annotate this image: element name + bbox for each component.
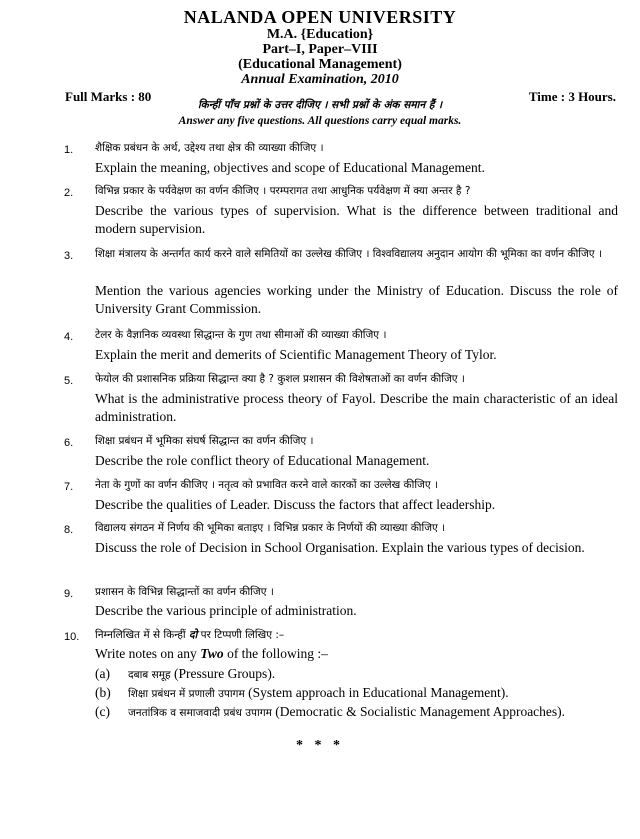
question-english: What is the administrative process theory of Fayol. Describe the main characteristic of an ideal administration. [95,391,618,424]
question-hindi: शैक्षिक प्रबंधन के अर्थ, उद्देश्य तथा क्षेत्र की व्याख्या कीजिए । [95,142,324,154]
question-english: Explain the merit and demerits of Scientific Management Theory of Tylor. [95,347,497,362]
question-hindi: फेयोल की प्रशासनिक प्रक्रिया सिद्धान्त क्या है ? कुशल प्रशासन की विशेषताओं का वर्णन कीजिए । [95,373,465,385]
subitem-a-hindi: दबाब समूह [128,669,171,681]
instruction-english: Answer any five questions. All questions carry equal marks. [178,115,462,127]
question-number: 8. [64,524,74,536]
question-number: 4. [64,331,74,343]
subitem-c [128,703,618,722]
end-stars: * * * [296,738,344,753]
university-name: NALANDA OPEN UNIVERSITY [183,7,457,27]
q10-english-bold: Two [200,646,224,661]
q10-english-post: of the following :– [223,646,328,661]
question-english: Describe the role conflict theory of Educational Management. [95,453,430,468]
question-number: 2. [64,187,74,199]
q10-hindi-bold: दो [189,629,198,641]
subitem-c-english: (Democratic & Socialistic Management Approaches). [271,704,566,719]
question-number: 6. [64,437,74,449]
course-name: M.A. {Education} [266,27,374,42]
question-number: 5. [64,375,74,387]
paper-subject: (Educational Management) [238,57,402,72]
question-hindi: टेलर के वैज्ञानिक व्यवस्था सिद्धान्त के गुण तथा सीमाओं की व्याख्या कीजिए । [95,329,387,341]
question-english: Describe the various principle of administration. [95,603,357,618]
question-hindi: विद्यालय संगठन में निर्णय की भूमिका बताइए । विभिन्न प्रकार के निर्णयों की व्याख्या कीजिए । [95,522,446,534]
subitem-c-hindi: जनतांत्रिक व समाजवादी प्रबंध उपागम [128,707,272,719]
question-hindi: शिक्षा प्रबंधन में भूमिका संघर्ष सिद्धान्त का वर्णन कीजिए । [95,435,314,447]
subitem-a [128,665,618,684]
question-number: 7. [64,481,74,493]
question-hindi: शिक्षा मंत्रालय के अन्तर्गत कार्य करने वाले समितियों का उल्लेख कीजिए । विश्वविद्यालय अनुदान आयोग की भूमिका का वर्णन कीजिए । [95,248,602,260]
subitem-b-hindi: शिक्षा प्रबंधन में प्रणाली उपागम [128,688,245,700]
question-number: 1. [64,144,74,156]
subitem-b [128,684,618,703]
subitem-label-a: (a) [95,666,110,681]
question-hindi [95,628,618,642]
question-number: 9. [64,588,74,600]
question-number: 3. [64,250,74,262]
q10-english-pre: Write notes on any [95,646,201,661]
question-english: Describe the various types of supervision. What is the difference between traditional and modern supervision. [95,203,618,236]
paper-part: Part–I, Paper–VIII [262,42,378,57]
question-english: Discuss the role of Decision in School Organisation. Explain the various types of decision. [95,540,585,555]
question-hindi: प्रशासन के विभिन्न सिद्धान्तों का वर्णन कीजिए । [95,586,274,598]
question-hindi: नेता के गुणों का वर्णन कीजिए । नतृत्व को प्रभावित करने वाले कारकों का उल्लेख कीजिए । [95,479,438,491]
question-number: 10. [64,631,80,643]
subitem-b-english: (System approach in Educational Management). [244,685,509,700]
q10-hindi-pre: निम्नलिखित में से किन्हीं [95,629,189,641]
q10-hindi-post: पर टिप्पणी लिखिए :– [197,629,285,641]
exam-time: Time : 3 Hours. [528,89,616,104]
question-hindi: विभिन्न प्रकार के पर्यवेक्षण का वर्णन कीजिए । परम्परागत तथा आधुनिक पर्यवेक्षण में क्या अन्तर है ? [95,185,471,197]
question-english: Explain the meaning, objectives and scope of Educational Management. [95,160,485,175]
subitem-label-c: (c) [95,704,110,719]
question-english: Mention the various agencies working under the Ministry of Education. Discuss the role of University Grant Commission. [95,283,618,316]
full-marks: Full Marks : 80 [65,89,152,104]
exam-title: Annual Examination, 2010 [241,72,399,87]
subitem-label-b: (b) [95,685,111,700]
question-english: Describe the qualities of Leader. Discuss the factors that affect leadership. [95,497,496,512]
instruction-hindi: किन्हीं पाँच प्रश्नों के उत्तर दीजिए । सभी प्रश्नों के अंक समान हैं । [197,99,443,111]
question-english [95,645,618,663]
subitem-a-english: (Pressure Groups). [170,666,276,681]
